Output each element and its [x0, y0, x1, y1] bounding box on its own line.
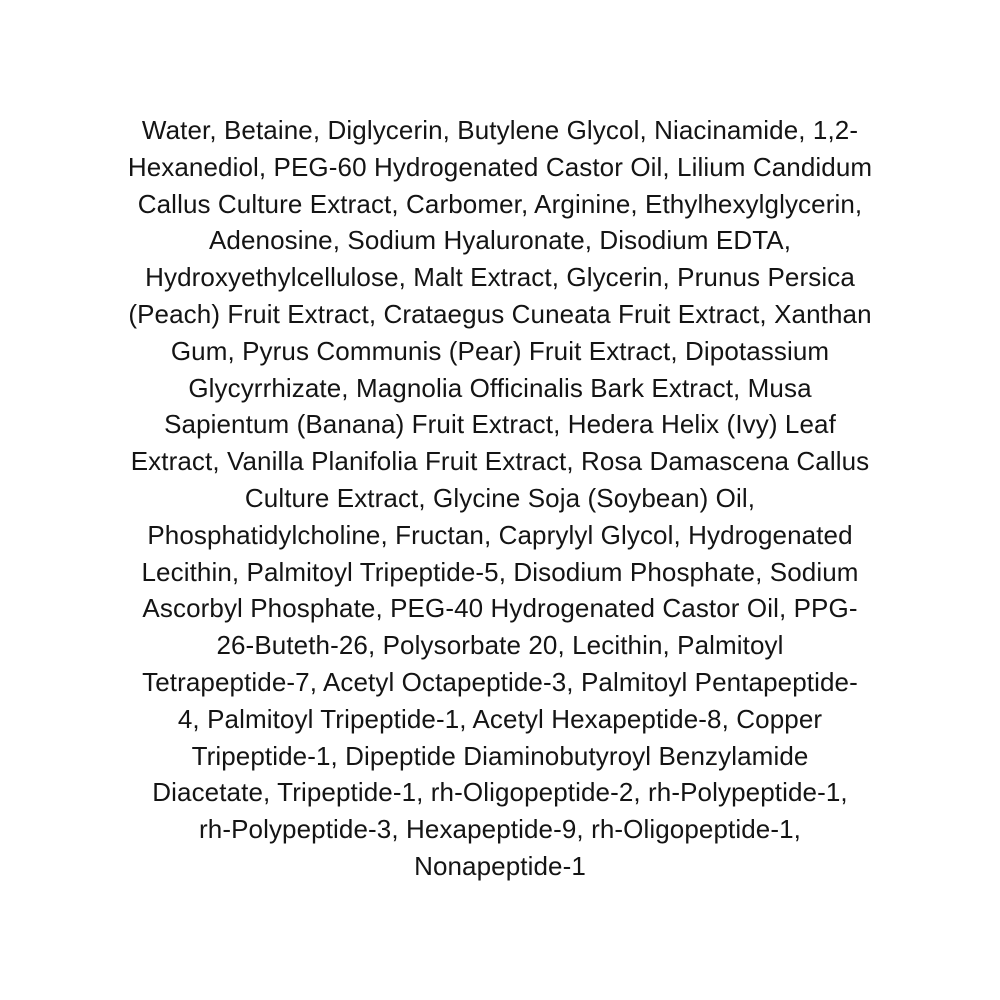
ingredient-line-13: Lecithin, Palmitoyl Tripeptide-5, Disodium Phosphate, Sodium — [141, 556, 859, 587]
ingredient-line-12: Phosphatidylcholine, Fructan, Caprylyl Glycol, Hydrogenated — [147, 519, 853, 550]
ingredient-list — [92, 112, 908, 885]
ingredient-line-4: Adenosine, Sodium Hyaluronate, Disodium EDTA, — [208, 225, 792, 256]
ingredient-line-1: Water, Betaine, Diglycerin, Butylene Glycol, Niacinamide, 1,2- — [141, 115, 859, 145]
ingredient-line-14: Ascorbyl Phosphate, PEG-40 Hydrogenated Castor Oil, PPG- — [142, 593, 858, 624]
ingredient-line-6: (Peach) Fruit Extract, Crataegus Cuneata Fruit Extract, Xanthan — [128, 298, 872, 329]
ingredient-line-3: Callus Culture Extract, Carbomer, Arginine, Ethylhexylglycerin, — [137, 188, 863, 219]
ingredient-line-18: Tripeptide-1, Dipeptide Diaminobutyroyl Benzylamide — [191, 740, 809, 771]
ingredient-line-7: Gum, Pyrus Communis (Pear) Fruit Extract, Dipotassium — [170, 335, 830, 366]
ingredient-line-16: Tetrapeptide-7, Acetyl Octapeptide-3, Palmitoyl Pentapeptide- — [142, 666, 858, 697]
ingredient-line-11: Culture Extract, Glycine Soja (Soybean) Oil, — [244, 482, 756, 513]
ingredient-line-15: 26-Buteth-26, Polysorbate 20, Lecithin, Palmitoyl — [216, 630, 784, 661]
ingredient-line-19: Diacetate, Tripeptide-1, rh-Oligopeptide-2, rh-Polypeptide-1, — [152, 777, 848, 808]
ingredient-line-2: Hexanediol, PEG-60 Hydrogenated Castor Oil, Lilium Candidum — [127, 151, 873, 182]
ingredient-line-17: 4, Palmitoyl Tripeptide-1, Acetyl Hexapeptide-8, Copper — [177, 703, 823, 734]
ingredient-line-5: Hydroxyethylcellulose, Malt Extract, Glycerin, Prunus Persica — [145, 262, 855, 293]
ingredient-line-21: Nonapeptide-1 — [414, 850, 586, 881]
ingredient-line-10: Extract, Vanilla Planifolia Fruit Extract, Rosa Damascena Callus — [130, 446, 870, 477]
ingredient-line-9: Sapientum (Banana) Fruit Extract, Hedera Helix (Ivy) Leaf — [164, 409, 836, 440]
ingredient-line-8: Glycyrrhizate, Magnolia Officinalis Bark Extract, Musa — [188, 372, 812, 403]
ingredient-line-20: rh-Polypeptide-3, Hexapeptide-9, rh-Oligopeptide-1, — [199, 814, 801, 845]
